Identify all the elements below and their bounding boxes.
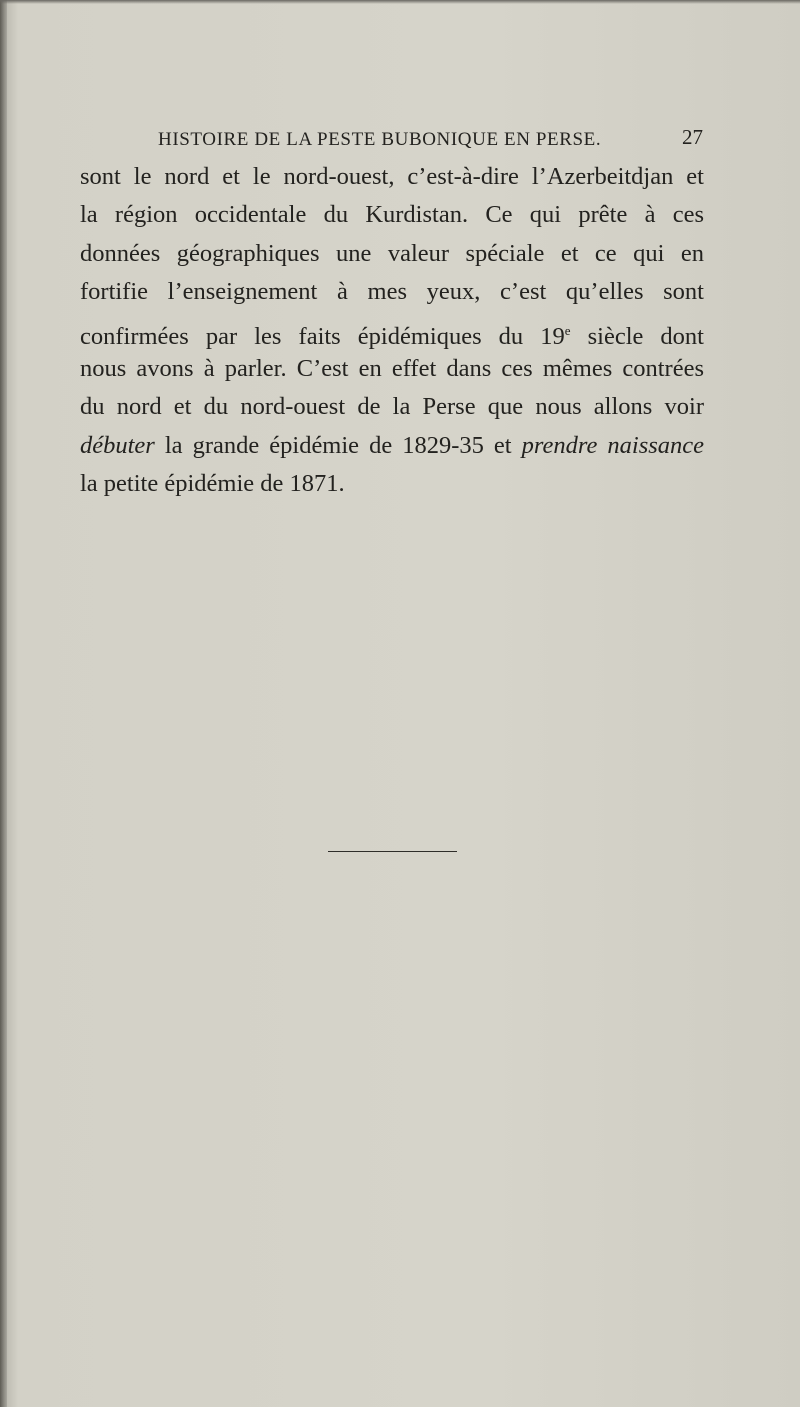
body-paragraph — [80, 158, 704, 504]
italic-prendre-naissance: prendre naissance — [521, 431, 705, 459]
running-head — [148, 123, 703, 153]
text-line-5-start: confirmées par les faits épidémiques du 19 — [80, 322, 565, 350]
page-spine-edge — [0, 0, 7, 1407]
running-head-title: HISTOIRE DE LA PESTE BUBONIQUE EN PERSE. — [158, 129, 602, 150]
page-number: 27 — [682, 125, 703, 149]
text-line-8 — [80, 427, 704, 465]
section-end-rule — [328, 851, 457, 852]
text-line-6: nous avons à parler. C’est en effet dans ces mêmes contrées — [80, 354, 704, 382]
text-line-3: données géographiques une valeur spéciale et ce qui en — [80, 239, 704, 267]
text-line-1: sont le nord et le nord-ouest, c’est-à-dire l’Azerbeitdjan et — [80, 163, 704, 190]
text-line-5 — [80, 312, 704, 350]
page-top-edge — [0, 0, 800, 4]
text-line-4: fortifie l’enseignement à mes yeux, c’est qu’elles sont — [80, 278, 704, 306]
text-line-8-middle: la grande épidémie de 1829-35 et — [164, 431, 512, 459]
text-line-5-end: siècle dont — [570, 322, 704, 350]
text-line-2: la région occidentale du Kurdistan. Ce qui prête à ces — [80, 201, 704, 229]
italic-debuter: débuter — [80, 431, 155, 459]
text-line-9: la petite épidémie de 1871. — [80, 470, 345, 498]
century-superscript: e — [564, 322, 571, 338]
text-line-7: du nord et du nord-ouest de la Perse que nous allons voir — [80, 393, 704, 421]
